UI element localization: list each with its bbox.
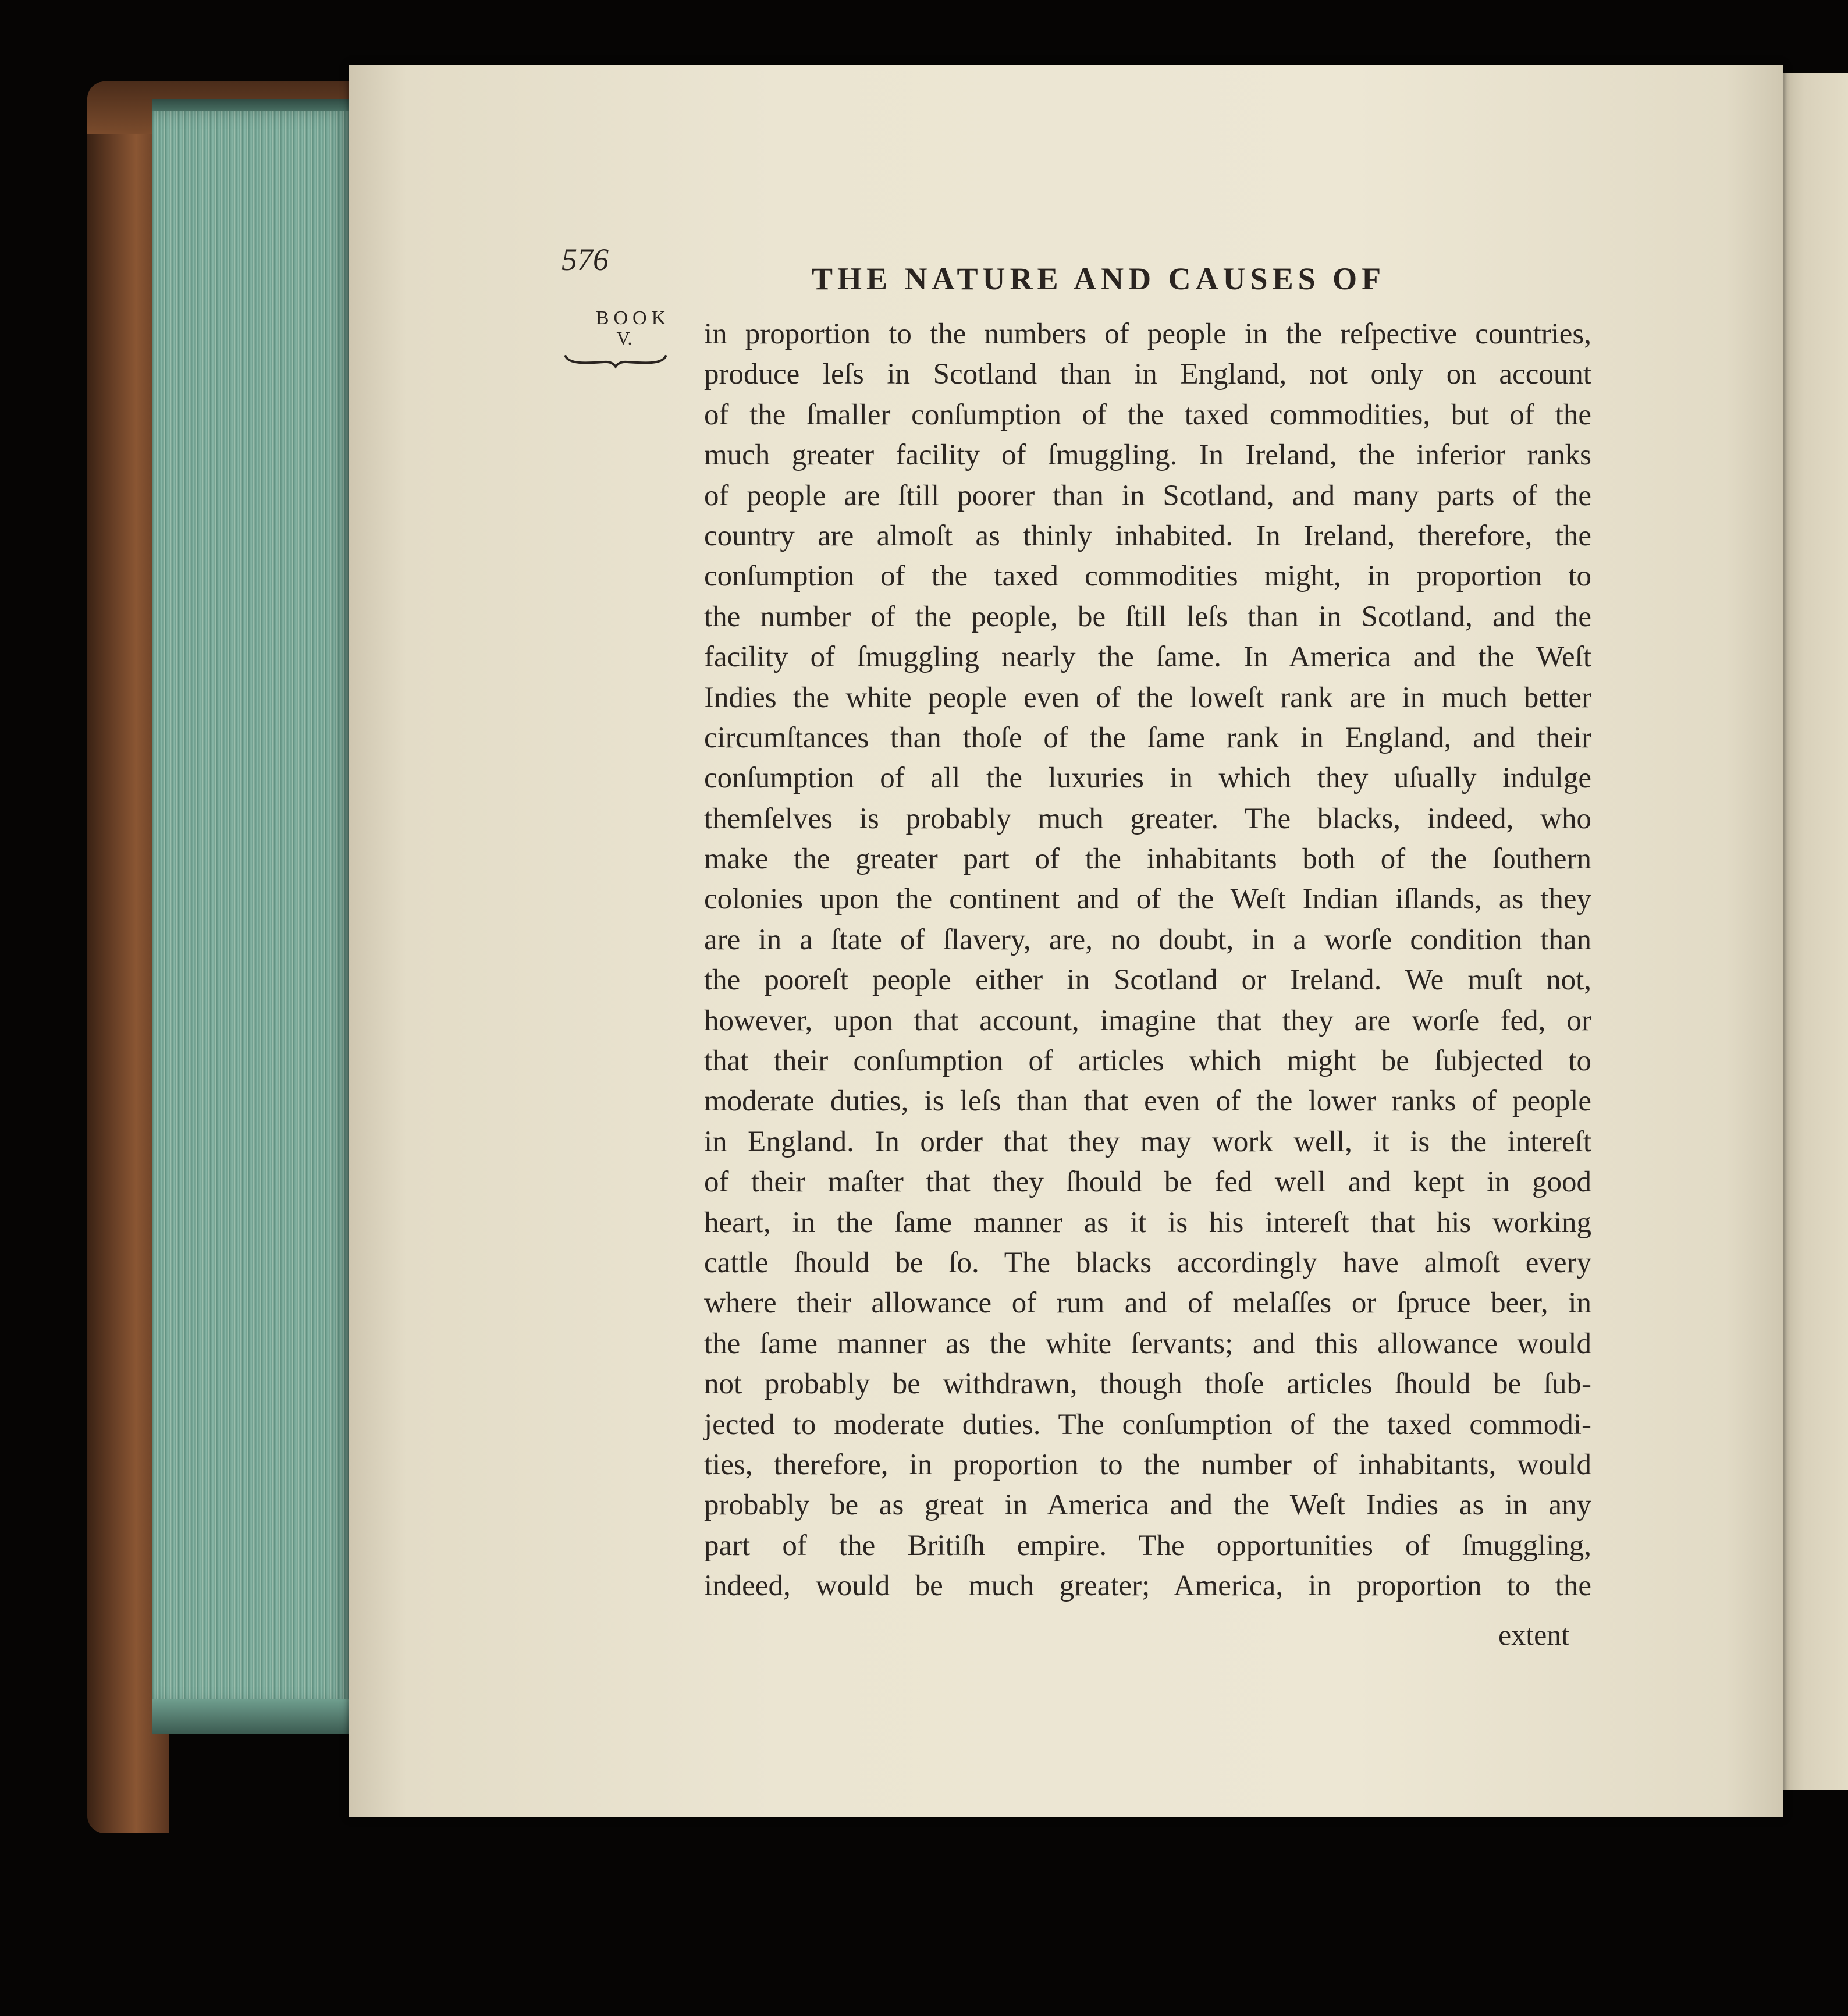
page-block-bottom bbox=[152, 1699, 353, 1734]
facing-page-edge bbox=[1776, 73, 1848, 1790]
text-line: in England. In order that they may work well, it is the intereſt bbox=[704, 1125, 1591, 1158]
text-line: indeed, would be much greater; America, in proportion to the bbox=[704, 1570, 1591, 1603]
text-line: part of the Britiſh empire. The opportunities of ſmuggling, bbox=[704, 1529, 1591, 1562]
body-text bbox=[704, 314, 1591, 1607]
text-line: conſumption of the taxed commodities might, in proportion to bbox=[704, 560, 1591, 593]
text-line: the pooreſt people either in Scotland or Ireland. We muſt not, bbox=[704, 964, 1591, 997]
text-line: circumſtances than thoſe of the ſame rank in England, and their bbox=[704, 721, 1591, 754]
text-line: conſumption of all the luxuries in which they uſually indulge bbox=[704, 762, 1591, 795]
text-line: however, upon that account, imagine that they are worſe fed, or bbox=[704, 1004, 1591, 1037]
margin-note bbox=[563, 308, 703, 369]
text-line: Indies the white people even of the loweſt rank are in much better bbox=[704, 681, 1591, 714]
text-line: make the greater part of the inhabitants both of the ſouthern bbox=[704, 843, 1591, 876]
text-line: of their maſter that they ſhould be fed well and kept in good bbox=[704, 1166, 1591, 1199]
text-line: heart, in the ſame manner as it is his intereſt that his working bbox=[704, 1206, 1591, 1239]
text-line: of people are ſtill poorer than in Scotland, and many parts of the bbox=[704, 479, 1591, 512]
text-line: produce leſs in Scotland than in England, not only on account bbox=[704, 358, 1591, 391]
catchword: extent bbox=[1498, 1619, 1570, 1651]
running-title: THE NATURE AND CAUSES OF bbox=[812, 261, 1386, 297]
text-line: that their conſumption of articles which might be ſubjected to bbox=[704, 1045, 1591, 1078]
page-number: 576 bbox=[561, 242, 609, 277]
book-label: BOOK bbox=[595, 307, 671, 329]
text-line: the ſame manner as the white ſervants; and this allowance would bbox=[704, 1327, 1591, 1360]
text-line: jected to moderate duties. The conſumption of the taxed commodi- bbox=[704, 1408, 1591, 1441]
text-line: in proportion to the numbers of people in the reſpective countries, bbox=[704, 318, 1591, 350]
text-line: cattle ſhould be ſo. The blacks accordingly have almoſt every bbox=[704, 1246, 1591, 1279]
text-line: are in a ſtate of ſlavery, are, no doubt, in a worſe condition than bbox=[704, 923, 1591, 956]
text-line: country are almoſt as thinly inhabited. In Ireland, therefore, the bbox=[704, 519, 1591, 552]
text-line: much greater facility of ſmuggling. In Ireland, the inferior ranks bbox=[704, 439, 1591, 472]
page-block-edge bbox=[152, 111, 353, 1705]
text-line: moderate duties, is leſs than that even of the lower ranks of people bbox=[704, 1085, 1591, 1118]
book-volume: V. bbox=[616, 328, 632, 349]
text-line: themſelves is probably much greater. The blacks, indeed, who bbox=[704, 802, 1591, 835]
text-line: colonies upon the continent and of the Weſt Indian iſlands, as they bbox=[704, 883, 1591, 916]
text-line: facility of ſmuggling nearly the ſame. In America and the Weſt bbox=[704, 641, 1591, 674]
text-line: the number of the people, be ſtill leſs than in Scotland, and the bbox=[704, 600, 1591, 633]
text-line: ties, therefore, in proportion to the number of inhabitants, would bbox=[704, 1448, 1591, 1481]
text-line: probably be as great in America and the Weſt Indies as in any bbox=[704, 1489, 1591, 1522]
text-line: not probably be withdrawn, though thoſe articles ſhould be ſub- bbox=[704, 1368, 1591, 1401]
text-line: of the ſmaller conſumption of the taxed commodities, but of the bbox=[704, 398, 1591, 431]
text-line: where their allowance of rum and of melaſſes or ſpruce beer, in bbox=[704, 1287, 1591, 1320]
brace-ornament-icon bbox=[563, 352, 668, 369]
